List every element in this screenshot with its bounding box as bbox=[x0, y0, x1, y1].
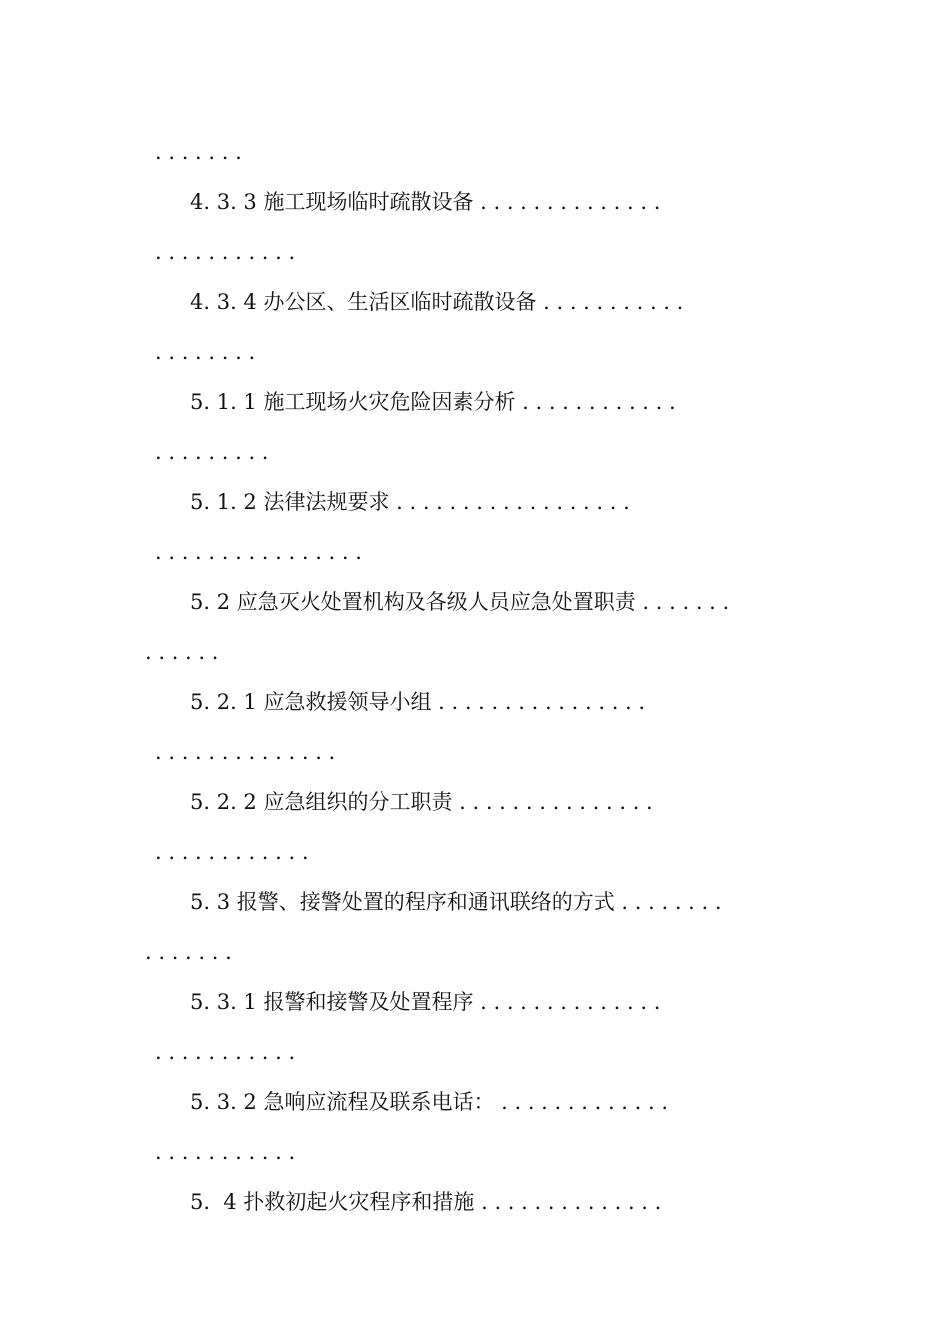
toc-continuation-line: . . . . . . . bbox=[155, 140, 242, 164]
toc-entry-5-3-1: 5. 3. 1 报警和接警及处置程序 . . . . . . . . . . . . . . bbox=[190, 990, 661, 1014]
toc-continuation-line: . . . . . . . . bbox=[155, 340, 256, 364]
toc-continuation-line: . . . . . . . . . . . bbox=[155, 1040, 296, 1064]
toc-entry-5-2-2: 5. 2. 2 应急组织的分工职责 . . . . . . . . . . . . . . . bbox=[190, 790, 653, 814]
toc-continuation-line: . . . . . . . . . . . bbox=[155, 240, 296, 264]
toc-entry-5-1-2: 5. 1. 2 法律法规要求 . . . . . . . . . . . . . . . . . . bbox=[190, 490, 630, 514]
toc-continuation-line: . . . . . . . . . . . . . . bbox=[155, 740, 336, 764]
toc-entry-5-4: 5. 4 扑救初起火灾程序和措施 . . . . . . . . . . . . . . bbox=[190, 1190, 662, 1214]
toc-entry-4-3-4: 4. 3. 4 办公区、生活区临时疏散设备 . . . . . . . . . . . bbox=[190, 290, 684, 314]
toc-entry-5-3-2: 5. 3. 2 急响应流程及联系电话： . . . . . . . . . . . . . bbox=[190, 1090, 669, 1114]
toc-entry-5-3: 5. 3 报警、接警处置的程序和通讯联络的方式 . . . . . . . . bbox=[190, 890, 722, 914]
toc-continuation-line: . . . . . . . . . . . bbox=[155, 1140, 296, 1164]
toc-continuation-line: . . . . . . . bbox=[145, 940, 232, 964]
toc-continuation-line: . . . . . . bbox=[145, 640, 219, 664]
toc-continuation-line: . . . . . . . . . bbox=[155, 440, 269, 464]
toc-entry-4-3-3: 4. 3. 3 施工现场临时疏散设备 . . . . . . . . . . . . . . bbox=[190, 190, 661, 214]
toc-continuation-line: . . . . . . . . . . . . bbox=[155, 840, 309, 864]
toc-entry-5-2-1: 5. 2. 1 应急救援领导小组 . . . . . . . . . . . . . . . . bbox=[190, 690, 646, 714]
toc-entry-5-1-1: 5. 1. 1 施工现场火灾危险因素分析 . . . . . . . . . . . . bbox=[190, 390, 676, 414]
toc-entry-5-2: 5. 2 应急灭火处置机构及各级人员应急处置职责 . . . . . . . bbox=[190, 590, 730, 614]
toc-continuation-line: . . . . . . . . . . . . . . . . bbox=[155, 540, 362, 564]
